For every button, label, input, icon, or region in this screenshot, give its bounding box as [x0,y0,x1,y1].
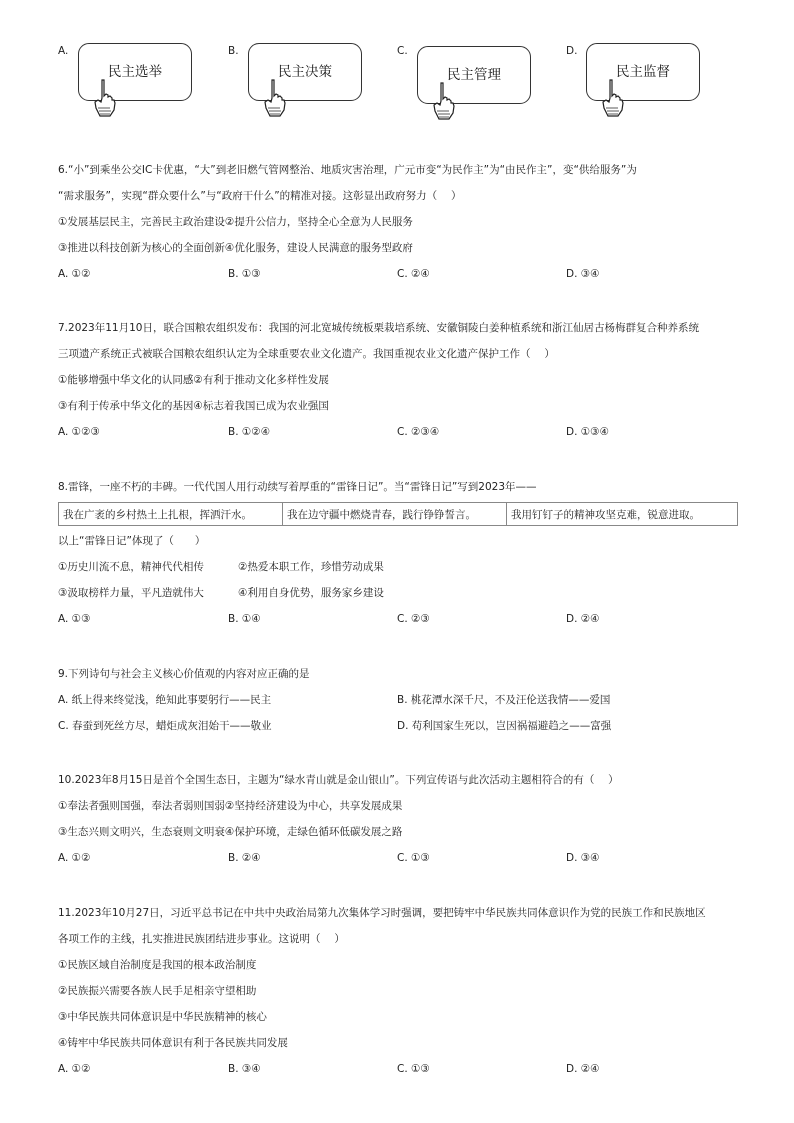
option-a[interactable]: A. 纸上得来终觉浅，绝知此事要躬行——民主 [58,694,272,706]
diary-table [58,502,738,526]
answer-options [58,1056,748,1082]
question-prompt: 以上“雷锋日记”体现了（ ） [58,535,206,547]
statement-line: ③推进以科技创新为核心的全面创新④优化服务，建设人民满意的服务型政府 [58,242,413,254]
statement-item: ②热爱本职工作，珍惜劳动成果 [238,561,384,573]
diary-cell: 我在边守疆中燃烧青春，践行铮铮誓言。 [283,503,507,526]
statement-line: ①能够增强中华文化的认同感②有利于推动文化多样性发展 [58,374,329,386]
option-c[interactable]: C. ①③ [397,1063,430,1075]
statement-line: ①发展基层民主，完善民主政治建设②提升公信力，坚持全心全意为人民服务 [58,216,413,228]
answer-options [58,606,748,632]
statement-item: ③汲取榜样力量，平凡造就伟大 [58,587,204,599]
answer-options-row [58,713,748,739]
q5-option-c[interactable] [397,40,547,120]
statement-row [58,554,748,580]
option-d[interactable]: D. ③④ [566,268,600,280]
question-stem: 各项工作的主线，扎实推进民族团结进步事业。这说明（ ） [58,933,345,945]
option-a[interactable]: A. ①② [58,268,91,280]
option-d[interactable]: D. ②④ [566,1063,600,1075]
statement-item: ④利用自身优势，服务家乡建设 [238,587,384,599]
option-c[interactable]: C. 春蚕到死丝方尽，蜡炬成灰泪始干——敬业 [58,720,272,732]
hand-icon [598,78,628,118]
question-7 [58,315,748,445]
sign-card-text: 民主选举 [108,64,162,80]
option-b[interactable]: B. ①③ [228,268,261,280]
hand-icon [90,78,120,118]
option-letter: A. [58,45,69,57]
option-d[interactable]: D. ③④ [566,852,600,864]
answer-options-row [58,687,748,713]
statement-item: ①历史川流不息，精神代代相传 [58,561,204,573]
hand-icon [260,78,290,118]
diary-cell: 我在广袤的乡村热土上扎根，挥洒汗水。 [59,503,283,526]
q5-option-b[interactable] [228,40,378,120]
option-d[interactable]: D. 苟利国家生死以，岂因祸福避趋之——富强 [397,720,612,732]
option-b[interactable]: B. ②④ [228,852,261,864]
q5-picture-options [58,40,748,120]
option-b[interactable]: B. 桃花潭水深千尺，不及汪伦送我情——爱国 [397,694,611,706]
sign-card-text: 民主管理 [447,67,501,83]
question-6 [58,157,748,287]
option-d[interactable]: D. ②④ [566,613,600,625]
option-a[interactable]: A. ①③ [58,613,91,625]
option-d[interactable]: D. ①③④ [566,426,609,438]
question-11 [58,900,748,1082]
sign-card-text: 民主决策 [278,64,332,80]
answer-options [58,845,748,871]
option-c[interactable]: C. ②③ [397,613,430,625]
statement-line: ①奉法者强则国强，奉法者弱则国弱②坚持经济建设为中心，共享发展成果 [58,800,403,812]
option-b[interactable]: B. ①②④ [228,426,271,438]
option-letter: C. [397,45,408,57]
statement-line: ②民族振兴需要各族人民手足相亲守望相助 [58,985,257,997]
question-8 [58,474,748,632]
diary-cell: 我用钉钉子的精神攻坚克难，锐意进取。 [507,503,738,526]
option-a[interactable]: A. ①② [58,852,91,864]
sign-card-text: 民主监督 [616,64,670,80]
option-letter: D. [566,45,578,57]
statement-line: ①民族区域自治制度是我国的根本政治制度 [58,959,257,971]
option-b[interactable]: B. ①④ [228,613,261,625]
statement-line: ③中华民族共同体意识是中华民族精神的核心 [58,1011,267,1023]
answer-options [58,261,748,287]
option-c[interactable]: C. ②③④ [397,426,440,438]
question-stem: 11.2023年10月27日，习近平总书记在中共中央政治局第九次集体学习时强调，要把铸牢中华民族共同体意识作为党的民族工作和民族地区 [58,907,706,919]
question-stem: 9.下列诗句与社会主义核心价值观的内容对应正确的是 [58,668,310,680]
option-b[interactable]: B. ③④ [228,1063,261,1075]
option-c[interactable]: C. ②④ [397,268,430,280]
question-9 [58,661,748,739]
option-letter: B. [228,45,239,57]
statement-line: ③有利于传承中华文化的基因④标志着我国已成为农业强国 [58,400,329,412]
option-a[interactable]: A. ①②③ [58,426,100,438]
option-c[interactable]: C. ①③ [397,852,430,864]
hand-icon [429,81,459,121]
question-stem: 6.“小”到乘坐公交IC卡优惠，“大”到老旧燃气管网整治、地质灾害治理，广元市变“为民作主”为“由民作主”，变“供给服务”为 [58,164,637,176]
answer-options [58,419,748,445]
statement-line: ④铸牢中华民族共同体意识有利于各民族共同发展 [58,1037,288,1049]
question-10 [58,767,748,871]
question-stem: 10.2023年8月15日是首个全国生态日，主题为“绿水青山就是金山银山”。下列宣传语与此次活动主题相符合的有（ ） [58,774,619,786]
question-stem: 8.雷锋，一座不朽的丰碑。一代代国人用行动续写着厚重的“雷锋日记”。当“雷锋日记”写到2023年—— [58,481,537,493]
question-stem: “需求服务”，实现“群众要什么”与“政府干什么”的精准对接。这彰显出政府努力（ ） [58,190,462,202]
question-stem: 三项遗产系统正式被联合国粮农组织认定为全球重要农业文化遗产。我国重视农业文化遗产保护工作（ ） [58,348,555,360]
statement-line: ③生态兴则文明兴，生态衰则文明衰④保护环境，走绿色循环低碳发展之路 [58,826,403,838]
question-stem: 7.2023年11月10日，联合国粮农组织发布：我国的河北宽城传统板栗栽培系统、安徽铜陵白姜种植系统和浙江仙居古杨梅群复合种养系统 [58,322,699,334]
q5-option-d[interactable] [566,40,716,120]
option-a[interactable]: A. ①② [58,1063,91,1075]
statement-row [58,580,748,606]
q5-option-a[interactable] [58,40,208,120]
